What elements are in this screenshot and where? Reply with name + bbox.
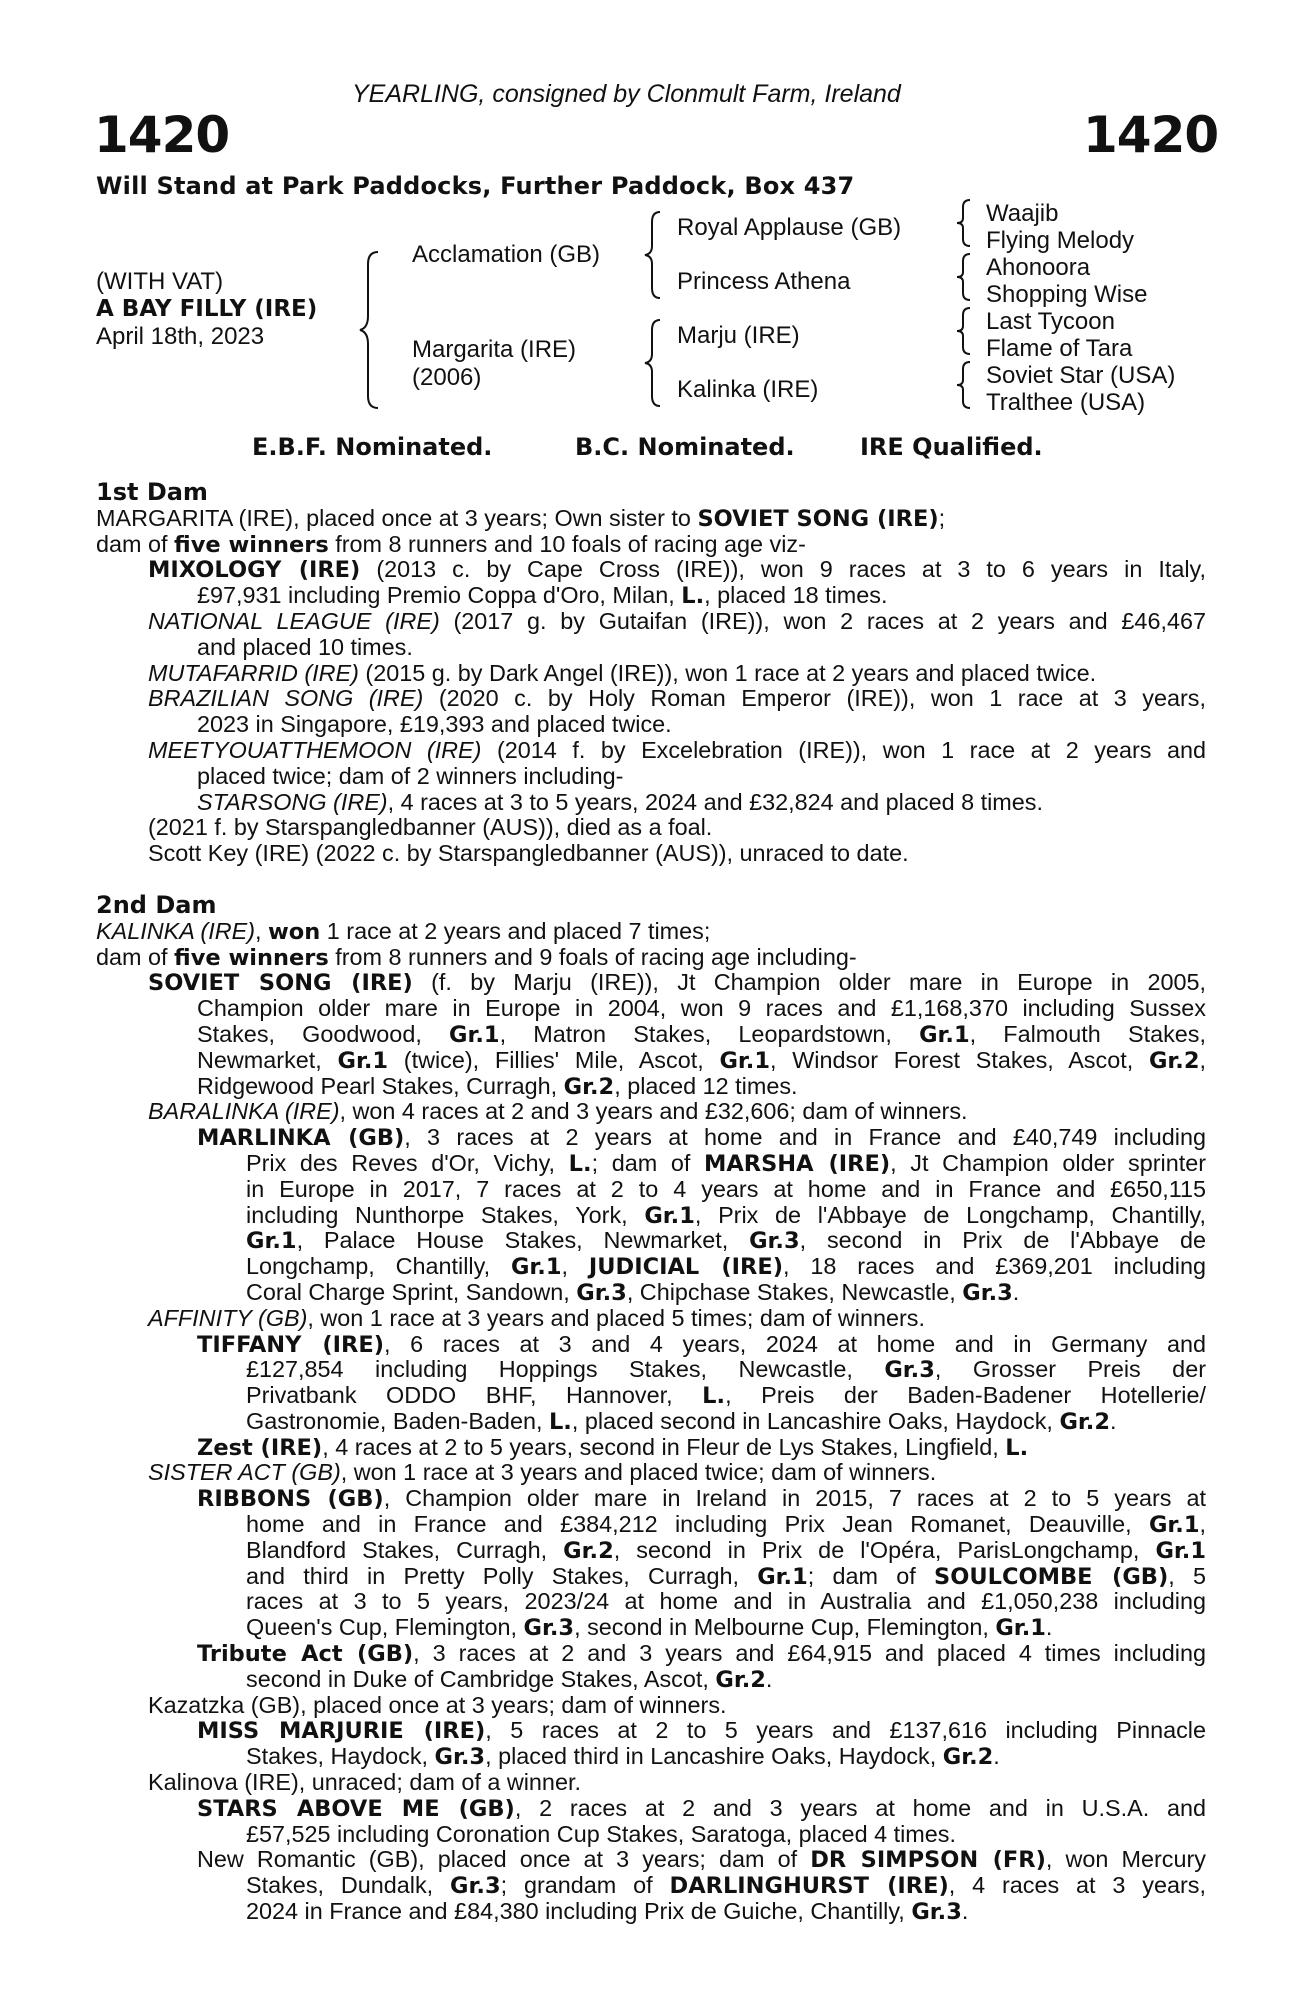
- pedigree-brace-dam: [642, 318, 664, 408]
- first-dam-produce-line: dam of five winners from 8 runners and 10 foals of racing age viz-: [96, 530, 806, 558]
- pedigree-sire-sire: Royal Applause (GB): [677, 214, 902, 241]
- pedigree-g5: Last Tycoon: [986, 308, 1115, 335]
- produce-starsong: STARSONG (IRE), 4 races at 3 to 5 years, 2024 and £32,824 and placed 8 times.: [197, 788, 1043, 815]
- second-dam-produce-line: dam of five winners from 8 runners and 9 foals of racing age including-: [96, 943, 857, 971]
- produce-sister-act: SISTER ACT (GB), won 1 race at 3 years and placed twice; dam of winners.: [148, 1459, 937, 1486]
- ire-qualified: IRE Qualified.: [860, 433, 1043, 461]
- pedigree-sire: Acclamation (GB): [412, 241, 601, 268]
- produce-baralinka: BARALINKA (IRE), won 4 races at 2 and 3 years and £32,606; dam of winners.: [148, 1098, 968, 1125]
- pedigree-sire-dam: Princess Athena: [677, 268, 851, 295]
- produce-zest: Zest (IRE), 4 races at 2 to 5 years, second in Fleur de Lys Stakes, Lingfield, L.: [197, 1433, 1029, 1461]
- produce-ribbons: RIBBONS (GB), Champion older mare in Ireland in 2015, 7 races at 2 to 5 years at: [197, 1486, 1206, 1513]
- pedigree-brace-g2: [954, 252, 974, 302]
- pedigree-brace-g3: [954, 306, 974, 356]
- pedigree-g2: Flying Melody: [986, 227, 1135, 254]
- pedigree-brace-g4: [954, 360, 974, 410]
- produce-marlinka: MARLINKA (GB), 3 races at 2 years at home and in France and £40,749 including: [197, 1125, 1206, 1151]
- pedigree-g4: Shopping Wise: [986, 281, 1148, 308]
- bc-nomination: B.C. Nominated.: [575, 433, 795, 461]
- pedigree-brace-main: [356, 250, 386, 410]
- produce-mutafarrid: MUTAFARRID (IRE) (2015 g. by Dark Angel (IRE)), won 1 race at 2 years and placed twice.: [148, 659, 1097, 686]
- pedigree-dam-year: (2006): [412, 364, 482, 391]
- produce-brazilian-song: BRAZILIAN SONG (IRE) (2020 c. by Holy Roman Emperor (IRE)), won 1 race at 3 years,: [148, 686, 1206, 712]
- produce-miss-marjurie: MISS MARJURIE (IRE), 5 races at 2 to 5 years and £137,616 including Pinnacle: [197, 1718, 1206, 1745]
- second-dam-heading: 2nd Dam: [96, 890, 217, 919]
- produce-affinity: AFFINITY (GB), won 1 race at 3 years and placed 5 times; dam of winners.: [148, 1304, 925, 1331]
- produce-new-romantic: New Romantic (GB), placed once at 3 years; dam of DR SIMPSON (FR), won Mercury: [197, 1847, 1206, 1874]
- produce-2021-foal: (2021 f. by Starspangledbanner (AUS)), died as a foal.: [148, 814, 713, 841]
- produce-tribute-act: Tribute Act (GB), 3 races at 2 and 3 years and £64,915 and placed 4 times including: [197, 1641, 1206, 1667]
- produce-kazatzka: Kazatzka (GB), placed once at 3 years; dam of winners.: [148, 1691, 727, 1718]
- first-dam-heading: 1st Dam: [96, 478, 208, 506]
- produce-scott-key: Scott Key (IRE) (2022 c. by Starspangledbanner (AUS)), unraced to date.: [148, 840, 909, 867]
- pedigree-brace-g1: [954, 198, 974, 248]
- produce-tiffany: TIFFANY (IRE), 6 races at 3 and 4 years, 2024 at home and in Germany and: [197, 1331, 1206, 1358]
- produce-soviet-song: SOVIET SONG (IRE) (f. by Marju (IRE)), Jt Champion older mare in Europe in 2005,: [148, 970, 1206, 997]
- horse-dob: April 18th, 2023: [96, 323, 265, 350]
- pedigree-dam-dam: Kalinka (IRE): [677, 376, 819, 403]
- produce-national-league: NATIONAL LEAGUE (IRE) (2017 g. by Gutaifan (IRE)), won 2 races at 2 years and £46,467: [148, 608, 1206, 634]
- first-dam-line: MARGARITA (IRE), placed once at 3 years; Own sister to SOVIET SONG (IRE);: [96, 504, 946, 532]
- catalogue-body: 1st Dam MARGARITA (IRE), placed once at 3 years; Own sister to SOVIET SONG (IRE); dam of five winners from 8 runners and 10 foals of racing age viz- MIXOLOGY (IRE) (2013 c. by Cape Cross (IRE)), won 9 races at 3 to 6 years in Italy, £97,931 including Premio Coppa d'Oro, Milan, L., placed 18 times. NATIONAL LEAGUE (IRE) (2017 g. by Gutaifan (IRE)), won 2 races at 2 years and £46,467 and placed 10 times. MUTAFARRID (IRE) (2015 g. by Dark Angel (IRE)), won 1 race at 2 years and placed twice. BRAZILIAN SONG (IRE) (2020 c. by Holy Roman Emperor (IRE)), won 1 race at 3 years, 2023 in Singapore, £19,393 and placed twice. MEETYOUATTHEMOON (IRE) (2014 f. by Excelebration (IRE)), won 1 race at 2 years and placed twice; dam of 2 winners including- STARSONG (IRE), 4 races at 3 to 5 years, 2024 and £32,824 and placed 8 times. (2021 f. by Starspangledbanner (AUS)), died as a foal. Scott Key (IRE) (2022 c. by Starspangledbanner (AUS)), unraced to date. 2nd Dam KALINKA (IRE), won 1 race at 2 years and placed 7 times; dam of five winners from 8 runners and 9 foals of racing age including- SOVIET SONG (IRE) (f. by Marju (IRE)), Jt Champion older mare in Europe in 2005, Champion older mare in Europe in 2004, won 9 races and £1,168,370 including Sussex Stakes, Goodwood, Gr.1, Matron Stakes, Leopardstown, Gr.1, Falmouth Stakes, Newmarket, Gr.1 (twice), Fillies' Mile, Ascot, Gr.1, Windsor Forest Stakes, Ascot, Gr.2, Ridgewood Pearl Stakes, Curragh, Gr.2, placed 12 times. BARALINKA (IRE), won 4 races at 2 and 3 years and £32,606; dam of winners. MARLINKA (GB), 3 races at 2 years at home and in France and £40,749 including Prix des Reves d'Or, Vichy, L.; dam of MARSHA (IRE), Jt Champion older sprinter in Europe in 2017, 7 races at 2 to 4 years at home and in France and £650,115 including Nunthorpe Stakes, York, Gr.1, Prix de l'Abbaye de Longchamp, Chantilly, Gr.1, Palace House Stakes, Newmarket, Gr.3, second in Prix de l'Abbaye de Longchamp, Chantilly, Gr.1, JUDICIAL (IRE), 18 races and £369,201 including Coral Charge Sprint, Sandown, Gr.3, Chipchase Stakes, Newcastle, Gr.3. AFFINITY (GB), won 1 race at 3 years and placed 5 times; dam of winners. TIFFANY (IRE), 6 races at 3 and 4 years, 2024 at home and in Germany and £127,854 including Hoppings Stakes, Newcastle, Gr.3, Grosser Preis der Privatbank ODDO BHF, Hannover, L., Preis der Baden-Badener Hotellerie/ Gastronomie, Baden-Baden, L., placed second in Lancashire Oaks, Haydock, Gr.2. Zest (IRE), 4 races at 2 to 5 years, second in Fleur de Lys Stakes, Lingfield, L. SISTER ACT (GB), won 1 race at 3 years and placed twice; dam of winners. RIBBONS (GB), Champion older mare in Ireland in 2015, 7 races at 2 to 5 years at home and in France and £384,212 including Prix Jean Romanet, Deauville, Gr.1, Blandford Stakes, Curragh, Gr.2, second in Prix de l'Opéra, ParisLongchamp, Gr.1 and third in Pretty Polly Stakes, Curragh, Gr.1; dam of SOULCOMBE (GB), 5 races at 3 to 5 years, 2023/24 at home and in Australia and £1,050,238 including Queen's Cup, Flemington, Gr.3, second in Melbourne Cup, Flemington, Gr.1. Tribute Act (GB), 3 races at 2 and 3 years and £64,915 and placed 4 times including second in Duke of Cambridge Stakes, Ascot, Gr.2. Kazatzka (GB), placed once at 3 years; dam of winners. MISS MARJURIE (IRE), 5 races at 2 to 5 years and £137,616 including Pinnacle Stakes, Haydock, Gr.3, placed third in Lancashire Oaks, Haydock, Gr.2. Kalinova (IRE), unraced; dam of a winner. STARS ABOVE ME (GB), 2 races at 2 and 3 years at home and in U.S.A. and £57,525 including Coronation Cup Stakes, Saratoga, placed 4 times. New Romantic (GB), placed once at 3 years; dam of DR SIMPSON (FR), won Mercury Stakes, Dundalk, Gr.3; grandam of DARLINGHURST (IRE), 4 races at 3 years, 2024 in France and £84,380 including Prix de Guiche, Chantilly, Gr.3.: [96, 478, 1206, 1926]
- consignment-line: YEARLING, consigned by Clonmult Farm, Ireland: [352, 80, 901, 108]
- pedigree-g7: Soviet Star (USA): [986, 362, 1176, 389]
- produce-kalinova: Kalinova (IRE), unraced; dam of a winner.: [148, 1769, 581, 1796]
- vat-note: (WITH VAT): [96, 268, 224, 295]
- produce-meetyouatthemoon: MEETYOUATTHEMOON (IRE) (2014 f. by Excelebration (IRE)), won 1 race at 2 years and: [148, 737, 1206, 763]
- ebf-nomination: E.B.F. Nominated.: [252, 433, 493, 461]
- pedigree-g3: Ahonoora: [986, 254, 1091, 281]
- pedigree-g6: Flame of Tara: [986, 335, 1133, 362]
- produce-mixology: MIXOLOGY (IRE) (2013 c. by Cape Cross (IRE)), won 9 races at 3 to 6 years in Italy,: [148, 557, 1206, 584]
- pedigree-brace-sire: [642, 210, 664, 300]
- pedigree-dam: Margarita (IRE): [412, 336, 577, 363]
- stand-location: Will Stand at Park Paddocks, Further Paddock, Box 437: [96, 172, 855, 200]
- produce-stars-above-me: STARS ABOVE ME (GB), 2 races at 2 and 3 years at home and in U.S.A. and: [197, 1795, 1206, 1822]
- lot-number-right: 1420: [1083, 106, 1219, 164]
- lot-number-left: 1420: [94, 106, 230, 164]
- horse-name: A BAY FILLY (IRE): [96, 296, 318, 322]
- pedigree-g1: Waajib: [986, 200, 1059, 227]
- second-dam-line: KALINKA (IRE), won 1 race at 2 years and placed 7 times;: [96, 917, 711, 945]
- pedigree-dam-sire: Marju (IRE): [677, 322, 800, 349]
- pedigree-g8: Tralthee (USA): [986, 389, 1146, 416]
